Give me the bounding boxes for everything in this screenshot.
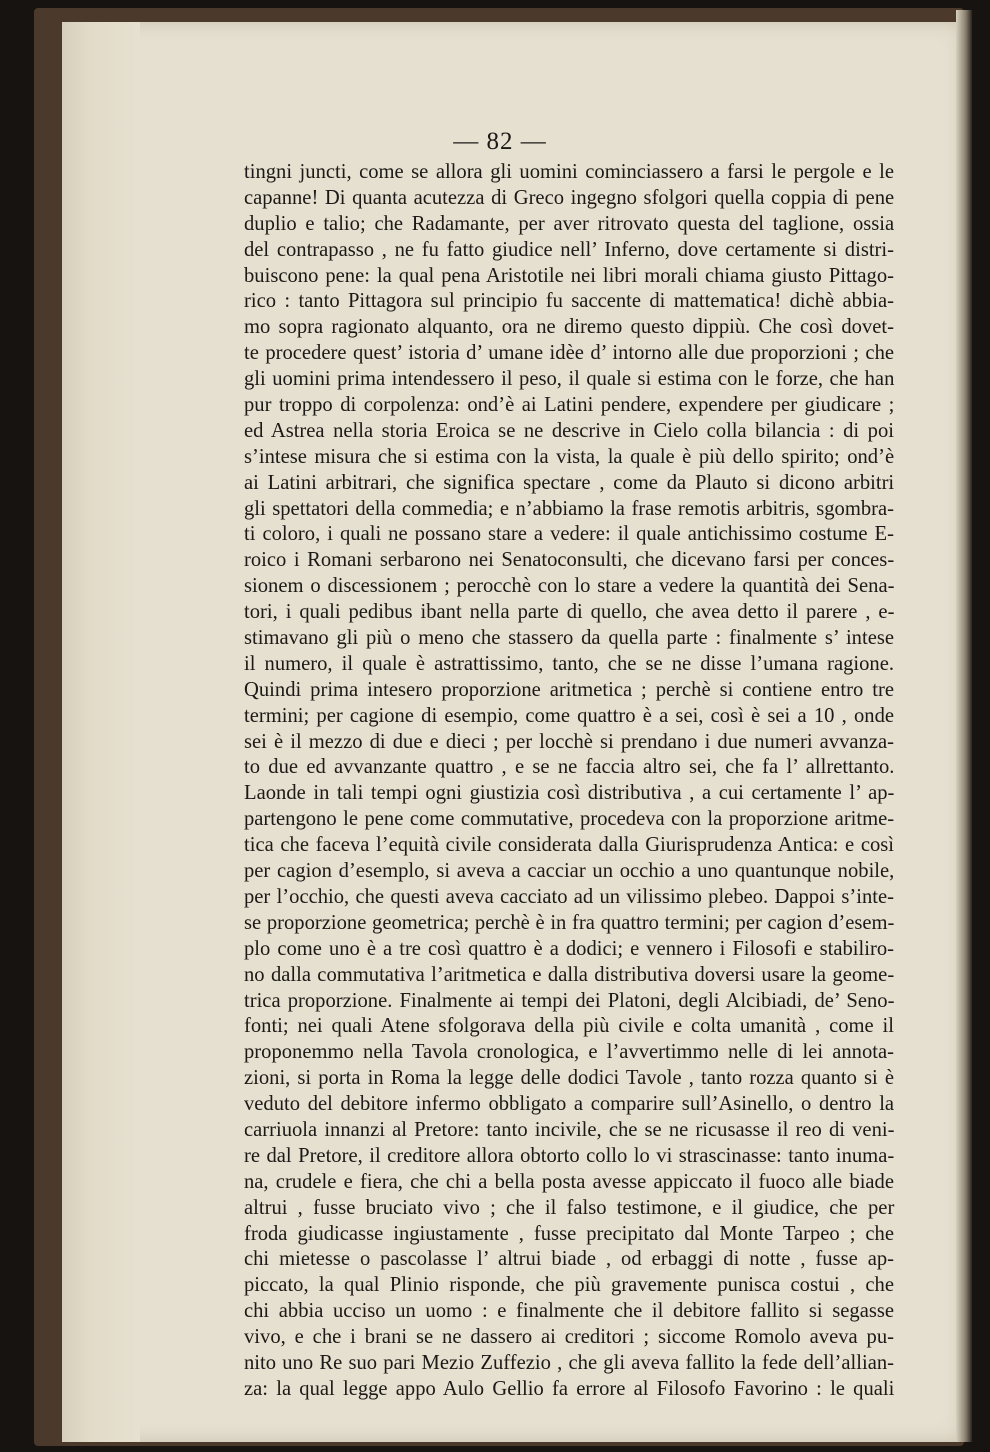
text-line: tingni juncti, come se allora gli uomini cominciassero a farsi le pergole e le bbox=[244, 161, 894, 183]
text-line: plo come uno è a tre così quattro è a dodici; e vennero i Filosofi e stabiliro- bbox=[244, 937, 894, 960]
text-line: veduto del debitore infermo obbligato a comparire sull’Asinello, o dentro la bbox=[244, 1093, 895, 1116]
text-line: trica proporzione. Finalmente ai tempi dei Platoni, degli Alcibiadi, de’ Seno- bbox=[244, 989, 895, 1012]
text-line: nito uno Re suo pari Mezio Zuffezio , che gli aveva fallito la fede dell’allian- bbox=[244, 1351, 894, 1374]
text-line: froda giudicasse ingiustamente , fusse precipitato dal Monte Tarpeo ; che bbox=[244, 1222, 894, 1245]
text-line: gli spettatori della commedia; e n’abbiamo la frase remotis arbitris, sgombra- bbox=[244, 497, 894, 520]
body-text bbox=[244, 160, 894, 1403]
page-number: — 82 — bbox=[453, 128, 547, 155]
text-line: vivo, e che i brani se ne dassero ai creditori ; siccome Romolo aveva pu- bbox=[244, 1326, 894, 1349]
text-line: per l’occhio, che questi aveva cacciato ad un vilissimo plebeo. Dappoi s’inte- bbox=[244, 885, 894, 908]
page-gutter bbox=[62, 22, 140, 1442]
text-line: gli uomini prima intendessero il peso, il quale si estima con le forze, che han bbox=[244, 368, 895, 391]
text-line: tori, i quali pedibus ibant nella parte di quello, che avea detto il parere , e- bbox=[244, 601, 895, 624]
page-edge bbox=[956, 10, 972, 1442]
text-line: per cagion d’esemplo, si aveva a cacciar un occhio a uno quantunque nobile, bbox=[244, 860, 895, 883]
text-line: to due ed avvanzante quattro , e se ne faccia altro sei, che fa l’ allrettanto. bbox=[244, 756, 895, 779]
text-line: termini; per cagione di esempio, come quattro è a sei, così è sei a 10 , onde bbox=[244, 704, 895, 727]
text-line: tica che faceva l’equità civile considerata dalla Giurisprudenza Antica: e così bbox=[244, 834, 894, 857]
text-line: partengono le pene come commutative, procedeva con la proporzione aritme- bbox=[244, 808, 895, 831]
text-line: altrui , fusse bruciato vivo ; che il falso testimone, e il giudice, che per bbox=[244, 1196, 895, 1219]
text-line: re dal Pretore, il creditore allora obtorto collo lo vi strascinasse: tanto inuma- bbox=[244, 1144, 895, 1167]
text-line: Laonde in tali tempi ogni giustizia così distributiva , a cui certamente l’ ap- bbox=[244, 782, 895, 805]
text-line: carriuola innanzi al Pretore: tanto incivile, che se ne ricusasse il reo di veni- bbox=[244, 1118, 895, 1141]
text-line: sionem o discessionem ; perocchè con lo stare a vedere la quantità dei Sena- bbox=[244, 575, 895, 598]
text-line: capanne! Di quanta acutezza di Greco ingegno sfolgori quella coppia di pene bbox=[244, 186, 895, 209]
text-line: proponemmo nella Tavola cronologica, e l’avvertimmo nelle di lei annota- bbox=[244, 1041, 894, 1064]
text-line: za: la qual legge appo Aulo Gellio fa errore al Filosofo Favorino : le quali bbox=[244, 1377, 895, 1400]
text-line: piccato, la qual Plinio risponde, che più gravemente punisca costui , che bbox=[244, 1274, 894, 1297]
text-line: ed Astrea nella storia Eroica se ne descrive in Cielo colla bilancia : di poi bbox=[244, 419, 894, 442]
text-line: zioni, si porta in Roma la legge delle dodici Tavole , tanto rozza quanto si è bbox=[244, 1067, 894, 1090]
text-line: ai Latini arbitrari, che significa spectare , come da Plauto si dicono arbitri bbox=[244, 471, 895, 494]
text-line: se proporzione geometrica; perchè è in fra quattro termini; per cagion d’esem- bbox=[244, 911, 895, 934]
text-line: del contrapasso , ne fu fatto giudice nell’ Inferno, dove certamente si distri- bbox=[244, 238, 894, 261]
text-line: mo sopra ragionato alquanto, ora ne diremo questo dippiù. Che così dovet- bbox=[244, 316, 894, 339]
text-line: duplio e talio; che Radamante, per aver ritrovato questa del taglione, ossia bbox=[244, 212, 895, 235]
text-line: ti coloro, i quali ne possano stare a vedere: il quale antichissimo costume E- bbox=[244, 523, 894, 546]
text-line: Quindi prima intesero proporzione aritmetica ; perchè si contiene entro tre bbox=[244, 678, 894, 701]
text-line: il numero, il quale è astrattissimo, tanto, che se ne disse l’umana ragione. bbox=[244, 652, 894, 675]
text-line: roico i Romani serbarono nei Senatoconsulti, che dicevano farsi per conces- bbox=[244, 549, 895, 572]
text-line: fonti; nei quali Atene sfolgorava della più civile e colta umanità , come il bbox=[244, 1015, 894, 1038]
text-line: chi abbia ucciso un uomo : e finalmente che il debitore fallito si segasse bbox=[244, 1300, 894, 1323]
text-line: te procedere quest’ istoria d’ umane idèe d’ intorno alle due proporzioni ; che bbox=[244, 342, 895, 365]
text-line: no dalla commutativa l’aritmetica e dalla distributiva doversi usare la geome- bbox=[244, 963, 895, 986]
text-line: sei è il mezzo di due e dieci ; per locchè si prendano i due numeri avvanza- bbox=[244, 730, 894, 753]
text-line: rico : tanto Pittagora sul principio fu saccente di mattematica! dichè abbia- bbox=[244, 290, 894, 313]
text-line: pur troppo di corpolenza: ond’è ai Latini pendere, expendere per giudicare ; bbox=[244, 394, 895, 417]
text-line: na, crudele e fiera, che chi a bella posta avesse appiccato il fuoco alle biade bbox=[244, 1170, 894, 1193]
text-line: buiscono pene: la qual pena Aristotile nei libri morali chiama giusto Pittago- bbox=[244, 264, 894, 287]
text-line: s’intese misura che si estima con la vista, la quale è più dello spirito; ond’è bbox=[244, 445, 895, 468]
text-line: chi mietesse o pascolasse l’ altrui biade , od erbaggi di notte , fusse ap- bbox=[244, 1248, 894, 1271]
text-line: stimavano gli più o meno che stassero da quella parte : finalmente s’ intese bbox=[244, 627, 894, 650]
